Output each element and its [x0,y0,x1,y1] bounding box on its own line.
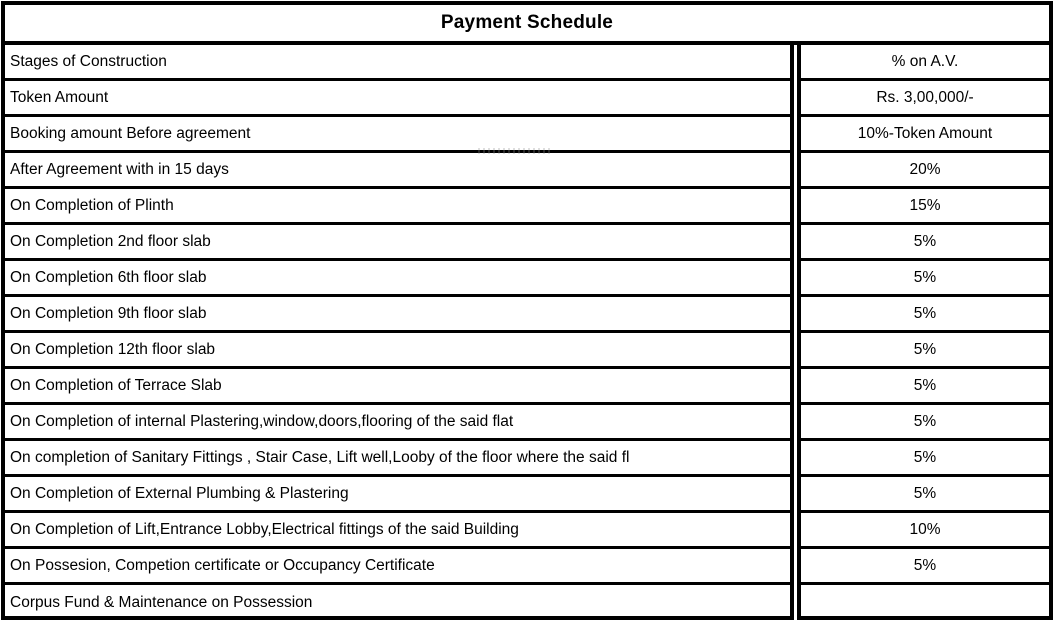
table-row [5,477,1049,513]
column-header-stages: Stages of Construction [5,45,794,81]
value-cell: 5% [797,549,1049,585]
stage-cell: On completion of Sanitary Fittings , Stair Case, Lift well,Looby of the floor where the said fl [5,441,794,477]
table-title: Payment Schedule [5,5,1049,45]
table-row [5,225,1049,261]
table-row [5,513,1049,549]
payment-schedule-table [1,1,1053,620]
value-cell [797,585,1049,620]
table-row [5,297,1049,333]
table-row [5,369,1049,405]
value-cell: 5% [797,225,1049,261]
table-row [5,117,1049,153]
table-row [5,405,1049,441]
stage-cell: On Completion 12th floor slab [5,333,794,369]
table-row [5,189,1049,225]
value-cell: 10%-Token Amount [797,117,1049,153]
value-cell: 5% [797,405,1049,441]
value-cell: 5% [797,441,1049,477]
stage-cell: Corpus Fund & Maintenance on Possession [5,585,794,620]
value-cell: 5% [797,369,1049,405]
value-cell: 5% [797,477,1049,513]
table-row [5,333,1049,369]
value-cell: 5% [797,297,1049,333]
stage-cell: On Completion of External Plumbing & Plastering [5,477,794,513]
table-row [5,261,1049,297]
table-row [5,441,1049,477]
table-row [5,153,1049,189]
stage-cell: After Agreement with in 15 days [5,153,794,189]
stage-cell: On Possesion, Competion certificate or Occupancy Certificate [5,549,794,585]
table-row [5,549,1049,585]
stage-cell: On Completion of Plinth [5,189,794,225]
table-row [5,81,1049,117]
value-cell: 5% [797,333,1049,369]
table-header-row [5,45,1049,81]
value-cell: 10% [797,513,1049,549]
stage-cell: On Completion of Terrace Slab [5,369,794,405]
stage-cell: On Completion 2nd floor slab [5,225,794,261]
table-row [5,585,1049,620]
column-header-percent: % on A.V. [797,45,1049,81]
stage-cell: Token Amount [5,81,794,117]
value-cell: 15% [797,189,1049,225]
stage-cell: Booking amount Before agreement [5,117,794,153]
stage-cell: On Completion of Lift,Entrance Lobby,Electrical fittings of the said Building [5,513,794,549]
value-cell: 5% [797,261,1049,297]
stage-cell: On Completion of internal Plastering,window,doors,flooring of the said flat [5,405,794,441]
stage-cell: On Completion 9th floor slab [5,297,794,333]
value-cell: Rs. 3,00,000/- [797,81,1049,117]
value-cell: 20% [797,153,1049,189]
stage-cell: On Completion 6th floor slab [5,261,794,297]
